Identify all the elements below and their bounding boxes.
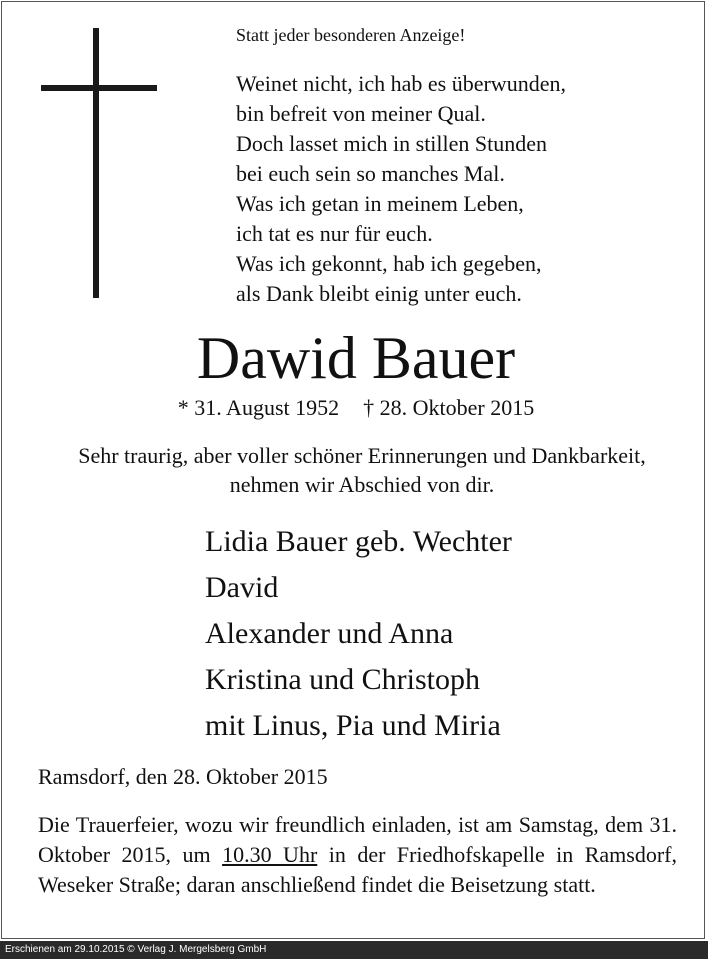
farewell-message: Sehr traurig, aber voller schöner Erinnerungen und Dankbarkeit, nehmen wir Abschied von dir. (78, 443, 646, 497)
poem-line: ich tat es nur für euch. (236, 221, 433, 246)
family-member: Lidia Bauer geb. Wechter (205, 525, 512, 558)
place-date: Ramsdorf, den 28. Oktober 2015 (38, 764, 328, 789)
publication-credit: Erschienen am 29.10.2015 © Verlag J. Mergelsberg GmbH (5, 944, 267, 955)
intro-line: Statt jeder besonderen Anzeige! (236, 25, 466, 45)
cross-icon (93, 28, 99, 298)
family-member: David (205, 571, 279, 604)
funeral-time: 10.30 Uhr (222, 842, 318, 867)
life-dates (2, 394, 708, 422)
family-member: Kristina und Christoph (205, 663, 480, 696)
family-list (205, 519, 512, 749)
notice-frame (1, 1, 705, 939)
poem-line: Was ich getan in meinem Leben, (236, 191, 524, 216)
funeral-text-1: Die Trauerfeier, wozu wir freundlich einladen, ist am Samstag, dem 31. Oktober 2015, um (38, 812, 677, 867)
birth-date: * 31. August 1952 (177, 395, 340, 420)
poem-line: bin befreit von meiner Qual. (236, 101, 486, 126)
family-member: Alexander und Anna (205, 617, 454, 650)
poem-line: bei euch sein so manches Mal. (236, 161, 505, 186)
family-member: mit Linus, Pia und Miria (205, 709, 501, 742)
poem (236, 69, 566, 309)
poem-line: Doch lasset mich in stillen Stunden (236, 131, 548, 156)
publication-footer (0, 941, 708, 959)
poem-line: als Dank bleibt einig unter euch. (236, 281, 522, 306)
funeral-details (38, 810, 677, 900)
poem-line: Weinet nicht, ich hab es überwunden, (236, 71, 566, 96)
death-date: † 28. Oktober 2015 (363, 395, 535, 420)
funeral-text-2: in der Friedhofskapelle in Ramsdorf, Weseker Straße; daran anschließend findet die Beisetzung statt. (38, 842, 678, 897)
deceased-name: Dawid Bauer (196, 325, 516, 391)
poem-line: Was ich gekonnt, hab ich gegeben, (236, 251, 542, 276)
cross-icon-bar (41, 85, 157, 91)
